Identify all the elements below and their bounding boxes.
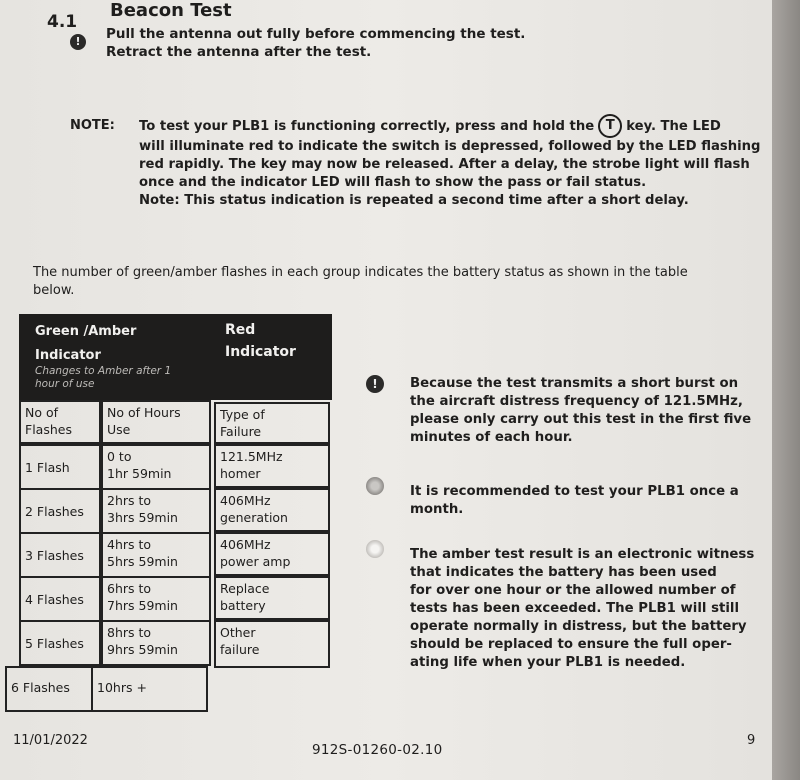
instruction-line: Retract the antenna after the test. [106,44,372,60]
table-cell-flashes: 2 Flashes [19,488,101,534]
intro-text: The number of green/amber flashes in each group indicates the battery status as shown in the table [33,265,688,280]
side-note-line: minutes of each hour. [410,430,573,445]
table-cell-head: No of Flashes [19,400,101,444]
side-note-line: please only carry out this test in the first five [410,412,752,427]
page-number: 9 [747,733,756,748]
side-note-line: Because the test transmits a short burst on [410,376,739,391]
table-cell-failure: 406MHz generation [214,488,330,532]
warning-icon: ! [70,34,86,50]
table-cell-failure: Replace battery [214,576,330,620]
green-header-sub: Changes to Amber after 1 hour of use [35,365,172,390]
table-cell-failure: 406MHz power amp [214,532,330,576]
side-note-line: tests has been exceeded. The PLB1 will still [410,601,740,616]
note-text: key. The LED [626,119,721,134]
side-note-line: It is recommended to test your PLB1 once a [410,484,739,499]
intro-text: below. [33,283,75,298]
note-label: NOTE: [70,118,115,133]
table-cell-failure: 121.5MHz homer [214,444,330,488]
red-header: Red [225,322,256,338]
side-note-line: month. [410,502,464,517]
green-header: Indicator [35,348,101,363]
table-cell-hours: 0 to 1hr 59min [101,444,211,490]
page-edge [772,0,800,780]
side-note-line: the aircraft distress frequency of 121.5MHz, [410,394,743,409]
note-line: will illuminate red to indicate the switch is depressed, followed by the LED flashing [139,139,761,154]
table-cell-flashes: 5 Flashes [19,620,101,666]
side-note-line: for over one hour or the allowed number of [410,583,736,598]
side-note-recommendation [410,483,739,519]
footer-date: 11/01/2022 [13,733,88,748]
note-line: once and the indicator LED will flash to show the pass or fail status. [139,175,647,190]
section-title: Beacon Test [110,0,232,21]
document-code: 912S-01260-02.10 [312,742,443,758]
table-cell-flashes: 1 Flash [19,444,101,490]
table-cell-hours: 8hrs to 9hrs 59min [101,620,211,666]
side-note-line: ating life when your PLB1 is needed. [410,655,686,670]
table-header [19,314,332,400]
warning-icon: ! [366,375,384,393]
table-cell-flashes: 4 Flashes [19,576,101,622]
info-icon [366,540,384,558]
note-line: red rapidly. The key may now be released. After a delay, the strobe light will flash [139,157,750,172]
side-note-amber [410,546,754,672]
side-note-line: The amber test result is an electronic witness [410,547,755,562]
note-line: Note: This status indication is repeated a second time after a short delay. [139,193,689,208]
side-note-line: that indicates the battery has been used [410,565,717,580]
info-icon [366,477,384,495]
note-line [139,114,721,138]
side-note-line: should be replaced to ensure the full oper- [410,637,732,652]
side-note-line: operate normally in distress, but the battery [410,619,747,634]
t-key-icon: T [598,114,622,138]
table-cell-hours: 4hrs to 5hrs 59min [101,532,211,578]
table-cell-hours: 10hrs + [91,666,208,712]
table-cell-hours: 2hrs to 3hrs 59min [101,488,211,534]
note-text: To test your PLB1 is functioning correctly, press and hold the [139,119,595,134]
table-cell-flashes: 3 Flashes [19,532,101,578]
table-cell-hours: 6hrs to 7hrs 59min [101,576,211,622]
table-cell-head: Type of Failure [214,402,330,444]
table-cell-failure: Other failure [214,620,330,668]
green-header: Green /Amber [35,324,137,339]
instruction-line: Pull the antenna out fully before commencing the test. [106,26,526,42]
side-note-warning [410,375,751,447]
table-cell-flashes: 6 Flashes [5,666,93,712]
section-number: 4.1 [47,12,78,32]
table-cell-head: No of Hours Use [101,400,211,444]
red-header: Indicator [225,344,296,360]
